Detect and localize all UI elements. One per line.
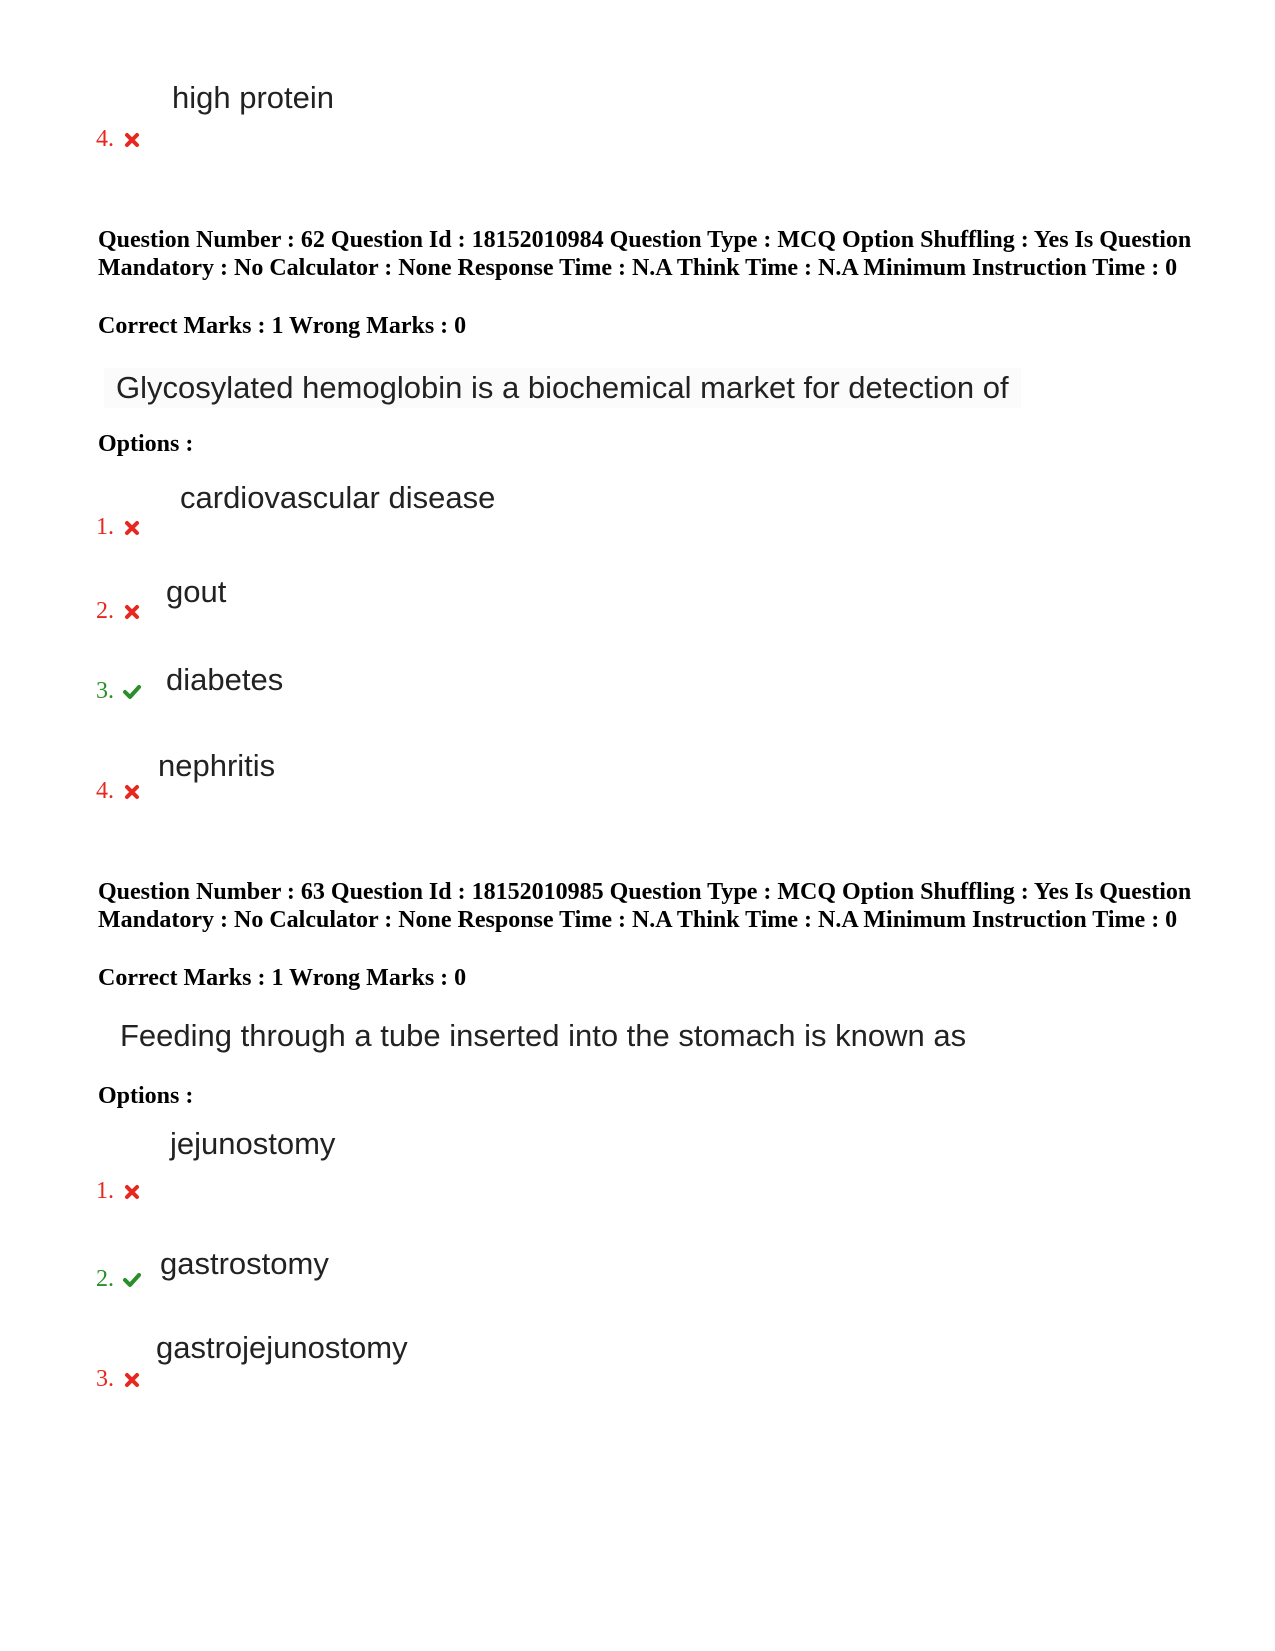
cross-icon <box>122 1182 142 1202</box>
question-marks: Correct Marks : 1 Wrong Marks : 0 <box>98 965 467 991</box>
question-meta: Question Number : 62 Question Id : 18152010984 Question Type : MCQ Option Shuffling : Yes Is Question Mandatory : No Calculator : None Response Time : N.A Think Time : N.A Minimum Instruction Time : 0 <box>98 227 1192 281</box>
options-label: Options : <box>98 431 194 457</box>
option-number-label: 1. <box>96 514 114 540</box>
cross-icon <box>122 130 142 150</box>
check-icon <box>122 1270 142 1290</box>
option-text: gout <box>166 574 227 609</box>
option-text: nephritis <box>158 748 276 783</box>
cross-icon <box>122 1370 142 1390</box>
check-icon <box>122 682 142 702</box>
cross-icon <box>122 602 142 622</box>
options-label: Options : <box>98 1083 194 1109</box>
option-text: gastrojejunostomy <box>156 1330 408 1365</box>
question-meta: Question Number : 63 Question Id : 18152010985 Question Type : MCQ Option Shuffling : Yes Is Question Mandatory : No Calculator : None Response Time : N.A Think Time : N.A Minimum Instruction Time : 0 <box>98 879 1192 933</box>
cross-icon <box>122 518 142 538</box>
option-text: cardiovascular disease <box>180 480 496 515</box>
option-text: high protein <box>172 80 335 115</box>
option-number-label: 1. <box>96 1178 114 1204</box>
option-number <box>96 126 142 152</box>
option-text: gastrostomy <box>160 1246 329 1281</box>
question-marks: Correct Marks : 1 Wrong Marks : 0 <box>98 313 467 339</box>
option-number <box>96 1266 142 1292</box>
option-number <box>96 1366 142 1392</box>
option-number-label: 3. <box>96 678 114 704</box>
option-number-label: 2. <box>96 1266 114 1292</box>
option-number-label: 4. <box>96 126 114 152</box>
option-number <box>96 678 142 704</box>
option-number-label: 4. <box>96 778 114 804</box>
option-text: jejunostomy <box>170 1126 336 1161</box>
option-number <box>96 514 142 540</box>
cross-icon <box>122 782 142 802</box>
question-text: Glycosylated hemoglobin is a biochemical market for detection of <box>104 368 1021 408</box>
option-text: diabetes <box>166 662 284 697</box>
option-number <box>96 1178 142 1204</box>
option-number-label: 3. <box>96 1366 114 1392</box>
option-number <box>96 778 142 804</box>
option-number-label: 2. <box>96 598 114 624</box>
question-text: Feeding through a tube inserted into the stomach is known as <box>120 1018 967 1053</box>
option-number <box>96 598 142 624</box>
